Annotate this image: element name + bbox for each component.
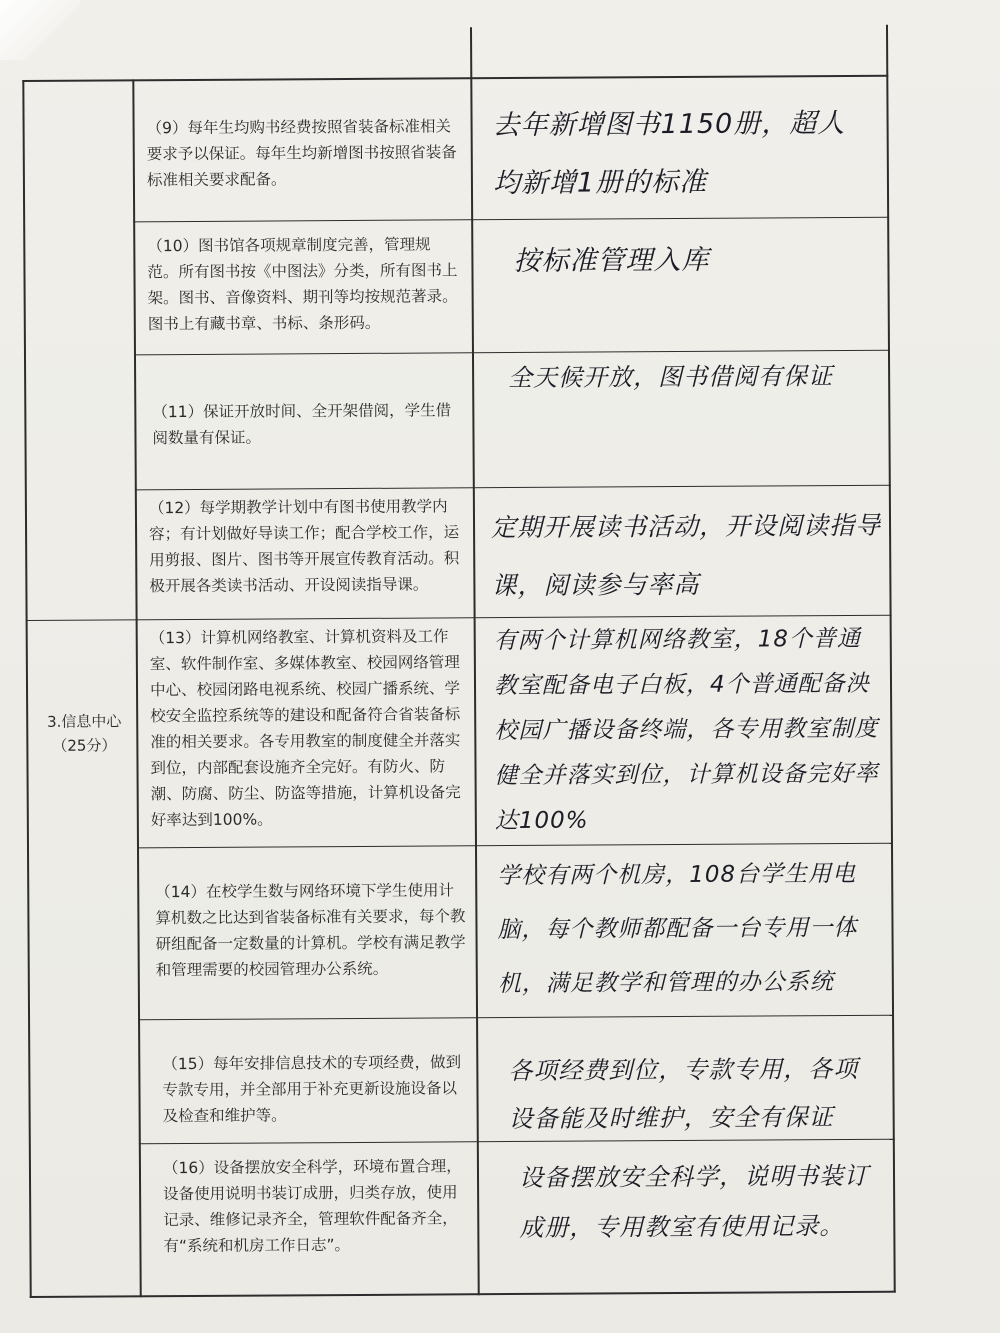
handwritten-response: 设备摆放安全科学，说明书装订成册，专用教室有使用记录。	[518, 1161, 870, 1242]
category-column-divider	[132, 79, 141, 1297]
criteria-column-divider	[470, 27, 479, 1295]
category-cell	[34, 709, 134, 758]
handwritten-response: 按标准管理入库	[513, 244, 710, 278]
handwritten-response: 各项经费到位，专款专用，各项设备能及时维护，安全有保证	[508, 1054, 859, 1134]
table-bottom-border	[30, 1291, 896, 1298]
table-right-border	[886, 25, 895, 1293]
handwritten-response: 定期开展读书活动，开设阅读指导课，阅读参与率高	[490, 510, 882, 601]
handwritten-response: 学校有两个机房，108台学生用电脑，每个教师都配备一台专用一体机，满足教学和管理的办公系统	[497, 860, 858, 998]
criterion-cell: （10）图书馆各项规章制度完善，管理规范。所有图书按《中图法》分类，所有图书上架。图书、音像资料、期刊等均按规范著录。图书上有藏书章、书标、条形码。	[147, 235, 458, 334]
criterion-cell: （14）在校学生数与网络环境下学生使用计算机数之比达到省装备标准有关要求，每个教研组配备一定数量的计算机。学校有满足教学和管理需要的校园管理办公系统。	[155, 881, 466, 980]
evaluation-table	[22, 25, 896, 1298]
handwritten-response: 有两个计算机网络教室，18个普通教室配备电子白板，4个普通配备泱校园广播设备终端，各专用教室制度健全并落实到位，计算机设备完好率达100%	[493, 625, 879, 835]
handwritten-response: 去年新增图书1150册，超人均新增1册的标准	[492, 107, 846, 200]
table-left-border	[22, 80, 31, 1298]
handwritten-response: 全天候开放，图书借阅有保证	[508, 362, 834, 393]
row-divider	[133, 217, 889, 223]
table-top-border	[22, 75, 888, 82]
row-divider	[135, 485, 891, 491]
criterion-cell: （15）每年安排信息技术的专项经费，做到专款专用，并全部用于补充更新设施设备以及检查和维护等。	[162, 1053, 462, 1126]
criterion-cell: （16）设备摆放安全科学，环境布置合理，设备使用说明书装订成册，归类存放，使用记录、维修记录齐全，管理软件配备齐全，有“系统和机房工作日志”。	[162, 1157, 462, 1256]
category-score: （25分）	[52, 736, 117, 755]
category-label: 3.信息中心	[47, 712, 122, 731]
row-divider	[138, 1015, 894, 1021]
criterion-cell: （12）每学期教学计划中有图书使用教学内容；有计划做好导读工作；配合学校工作，运用剪报、图片、图书等开展宣传教育活动。积极开展各类读书活动、开设阅读指导课。	[148, 497, 460, 596]
criterion-cell: （9）每年生均购书经费按照省装备标准相关要求予以保证。每年生均新增图书按照省装备标准相关要求配备。	[146, 117, 457, 190]
criterion-cell: （11）保证开放时间、全开架借阅，学生借阅数量有保证。	[152, 401, 452, 448]
criterion-cell: （13）计算机网络教室、计算机资料及工作室、软件制作室、多媒体教室、校园网络管理中心、校园闭路电视系统、校园广播系统、学校安全监控系统等的建设和配备符合省装备标准的相关要求。各专用教室的制度健全并落实到位，内部配套设施齐全完好。有防火、防潮、防腐、防尘、防盗等措施，计算机设备完好率达到100%。	[149, 627, 461, 830]
